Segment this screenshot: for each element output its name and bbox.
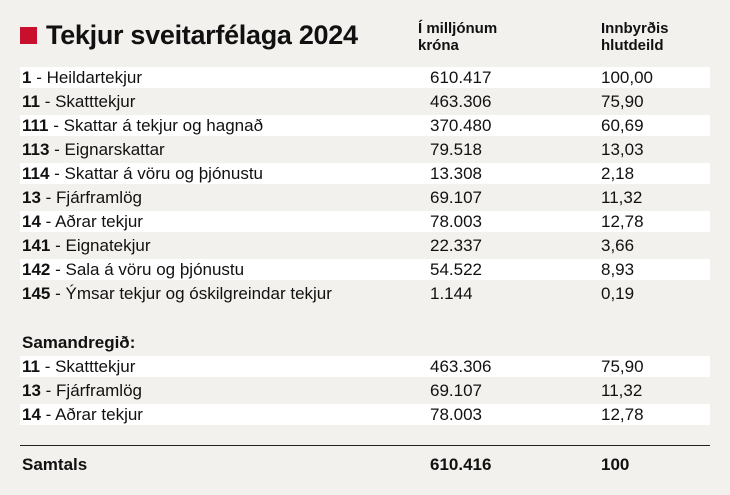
summary-heading: Samandregið: (22, 333, 136, 352)
row-label: 113 - Eignarskattar (22, 140, 165, 159)
page-title: Tekjur sveitarfélaga 2024 (46, 20, 358, 50)
row-name: Skattar á vöru og þjónustu (64, 164, 264, 183)
row-label: 14 - Aðrar tekjur (22, 212, 143, 231)
row-share: 12,78 (601, 212, 644, 231)
red-square-marker (20, 27, 37, 44)
row-amount: 79.518 (430, 140, 482, 159)
total-share: 100 (601, 455, 630, 474)
row-label: 11 - Skatttekjur (22, 92, 136, 111)
table-row (20, 139, 710, 160)
row-label: 1 - Heildartekjur (22, 68, 143, 87)
table-row (20, 187, 710, 208)
summary-row (20, 404, 710, 425)
total-label: Samtals (22, 455, 88, 474)
row-code: 14 (22, 405, 41, 424)
row-name: Skatttekjur (55, 92, 136, 111)
table-row (20, 283, 710, 304)
row-name: Eignatekjur (65, 236, 151, 255)
row-code: 11 (22, 92, 40, 111)
row-label: 11 - Skatttekjur (22, 357, 136, 376)
row-code: 14 (22, 212, 41, 231)
row-code: 142 (22, 260, 51, 279)
row-amount: 463.306 (430, 92, 492, 111)
row-share: 0,19 (601, 284, 635, 303)
row-label: 13 - Fjárframlög (22, 381, 142, 400)
table-row (20, 259, 710, 280)
row-amount: 1.144 (430, 284, 473, 303)
row-amount: 370.480 (430, 116, 492, 135)
row-name: Heildartekjur (46, 68, 143, 87)
row-share: 75,90 (601, 357, 644, 376)
column-header-amount-line1: Í milljónum (418, 20, 498, 37)
table-header (20, 20, 710, 60)
row-label: 142 - Sala á vöru og þjónustu (22, 260, 245, 279)
row-amount: 13.308 (430, 164, 482, 183)
row-share: 11,32 (601, 188, 643, 207)
summary-row (20, 356, 710, 377)
row-label: 13 - Fjárframlög (22, 188, 142, 207)
row-label: 114 - Skattar á vöru og þjónustu (22, 164, 264, 183)
row-share: 11,32 (601, 381, 643, 400)
column-header-share-line2: hlutdeild (601, 37, 664, 54)
column-header-amount-line2: króna (418, 37, 459, 54)
row-share: 100,00 (601, 68, 653, 87)
row-amount: 69.107 (430, 188, 482, 207)
row-code: 13 (22, 381, 41, 400)
row-code: 13 (22, 188, 41, 207)
row-name: Aðrar tekjur (55, 212, 143, 231)
table-row (20, 91, 710, 112)
row-amount: 22.337 (430, 236, 482, 255)
column-header-share-line1: Innbyrðis (601, 20, 669, 37)
row-amount: 463.306 (430, 357, 492, 376)
row-amount: 69.107 (430, 381, 482, 400)
row-name: Fjárframlög (56, 188, 142, 207)
row-share: 3,66 (601, 236, 635, 255)
row-amount: 78.003 (430, 405, 482, 424)
row-code: 114 (22, 164, 50, 183)
total-row (20, 454, 710, 476)
row-name: Aðrar tekjur (55, 405, 143, 424)
table-row (20, 115, 710, 136)
row-label: 141 - Eignatekjur (22, 236, 151, 255)
row-share: 75,90 (601, 92, 644, 111)
row-name: Ýmsar tekjur og óskilgreindar tekjur (65, 284, 332, 303)
table-row (20, 211, 710, 232)
row-name: Fjárframlög (56, 381, 142, 400)
row-code: 141 (22, 236, 51, 255)
row-name: Skatttekjur (55, 357, 136, 376)
row-code: 145 (22, 284, 51, 303)
row-code: 113 (22, 140, 50, 159)
row-share: 13,03 (601, 140, 644, 159)
row-name: Eignarskattar (64, 140, 165, 159)
row-share: 2,18 (601, 164, 635, 183)
row-amount: 54.522 (430, 260, 482, 279)
row-share: 60,69 (601, 116, 644, 135)
row-name: Skattar á tekjur og hagnað (63, 116, 264, 135)
table-row (20, 67, 710, 88)
row-code: 111 (22, 116, 49, 135)
row-code: 11 (22, 357, 40, 376)
row-name: Sala á vöru og þjónustu (65, 260, 245, 279)
summary-row (20, 380, 710, 401)
row-amount: 78.003 (430, 212, 482, 231)
row-amount: 610.417 (430, 68, 492, 87)
row-code: 1 (22, 68, 32, 87)
table-row (20, 163, 710, 184)
total-divider (20, 445, 710, 446)
row-share: 12,78 (601, 405, 644, 424)
total-amount: 610.416 (430, 455, 492, 474)
column-header-amount (418, 20, 497, 54)
row-share: 8,93 (601, 260, 635, 279)
row-label: 145 - Ýmsar tekjur og óskilgreindar tekjur (22, 284, 332, 303)
table-row (20, 235, 710, 256)
row-label: 111 - Skattar á tekjur og hagnað (22, 116, 264, 135)
row-label: 14 - Aðrar tekjur (22, 405, 143, 424)
column-header-share (601, 20, 669, 54)
